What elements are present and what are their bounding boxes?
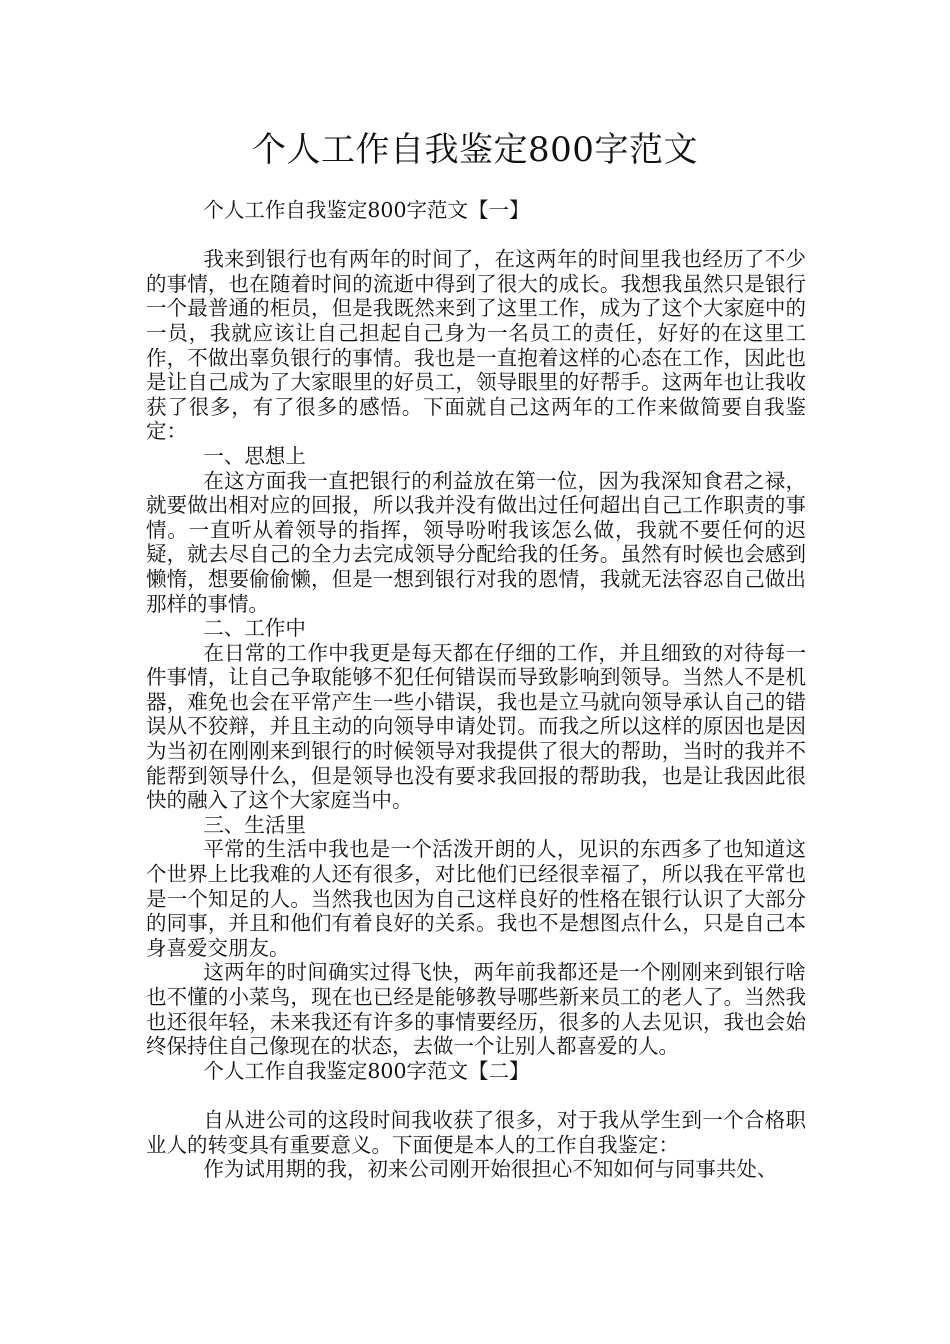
section-title-one: 个人工作自我鉴定800字范文【一】 <box>203 198 530 222</box>
paragraph-company-intro: 自从进公司的这段时间我收获了很多，对于我从学生到一个合格职业人的转变具有重要意义。下面便是本人的工作自我鉴定： <box>146 1107 806 1157</box>
document-title: 个人工作自我鉴定800字范文 <box>252 130 698 170</box>
section-title-two: 个人工作自我鉴定800字范文【二】 <box>203 1058 530 1083</box>
subheading-thought: 一、思想上 <box>203 443 306 468</box>
blank-line <box>146 1083 806 1108</box>
paragraph-summary: 这两年的时间确实过得飞快，两年前我都还是一个刚刚来到银行啥也不懂的小菜鸟，现在也已经是能够教导哪些新来员工的老人了。当然我也还很年轻，未来我还有许多的事情要经历，很多的人去见识，我也会始终保持住自己像现在的状态，去做一个让别人都喜爱的人。 <box>146 960 806 1059</box>
paragraph-thought: 在这方面我一直把银行的利益放在第一位，因为我深知食君之禄，就要做出相对应的回报，所以我并没有做出过任何超出自己工作职责的事情。一直听从着领导的指挥，领导吩咐我该怎么做，我就不要任何的迟疑，就去尽自己的全力去完成领导分配给我的任务。虽然有时候也会感到懒惰，想要偷偷懒，但是一想到银行对我的恩情，我就无法容忍自己做出那样的事情。 <box>146 468 806 616</box>
subheading-work: 二、工作中 <box>203 616 306 641</box>
blank-line <box>146 223 806 248</box>
paragraph-probation: 作为试用期的我，初来公司刚开始很担心不知如何与同事共处、 <box>203 1157 778 1182</box>
subheading-life: 三、生活里 <box>203 812 306 837</box>
paragraph-life: 平常的生活中我也是一个活泼开朗的人，见识的东西多了也知道这个世界上比我难的人还有很多，对比他们已经很幸福了，所以我在平常也是一个知足的人。当然我也因为自己这样良好的性格在银行认识了大部分的同事，并且和他们有着良好的关系。我也不是想图点什么，只是自己本身喜爱交朋友。 <box>146 837 806 960</box>
paragraph-work: 在日常的工作中我更是每天都在仔细的工作，并且细致的对待每一件事情，让自己争取能够不犯任何错误而导致影响到领导。当然人不是机器，难免也会在平常产生一些小错误，我也是立马就向领导承认自己的错误从不狡辩，并且主动的向领导申请处罚。而我之所以这样的原因也是因为当初在刚刚来到银行的时候领导对我提供了很大的帮助，当时的我并不能帮到领导什么，但是领导也没有要求我回报的帮助我，也是让我因此很快的融入了这个大家庭当中。 <box>146 640 806 813</box>
paragraph-intro: 我来到银行也有两年的时间了，在这两年的时间里我也经历了不少的事情，也在随着时间的流逝中得到了很大的成长。我想我虽然只是银行一个最普通的柜员，但是我既然来到了这里工作，成为了这个大家庭中的一员，我就应该让自己担起自己身为一名员工的责任，好好的在这里工作，不做出辜负银行的事情。我也是一直抱着这样的心态在工作，因此也是让自己成为了大家眼里的好员工，领导眼里的好帮手。这两年也让我收获了很多，有了很多的感悟。下面就自己这两年的工作来做简要自我鉴定： <box>146 247 806 444</box>
document-body <box>146 198 806 1182</box>
